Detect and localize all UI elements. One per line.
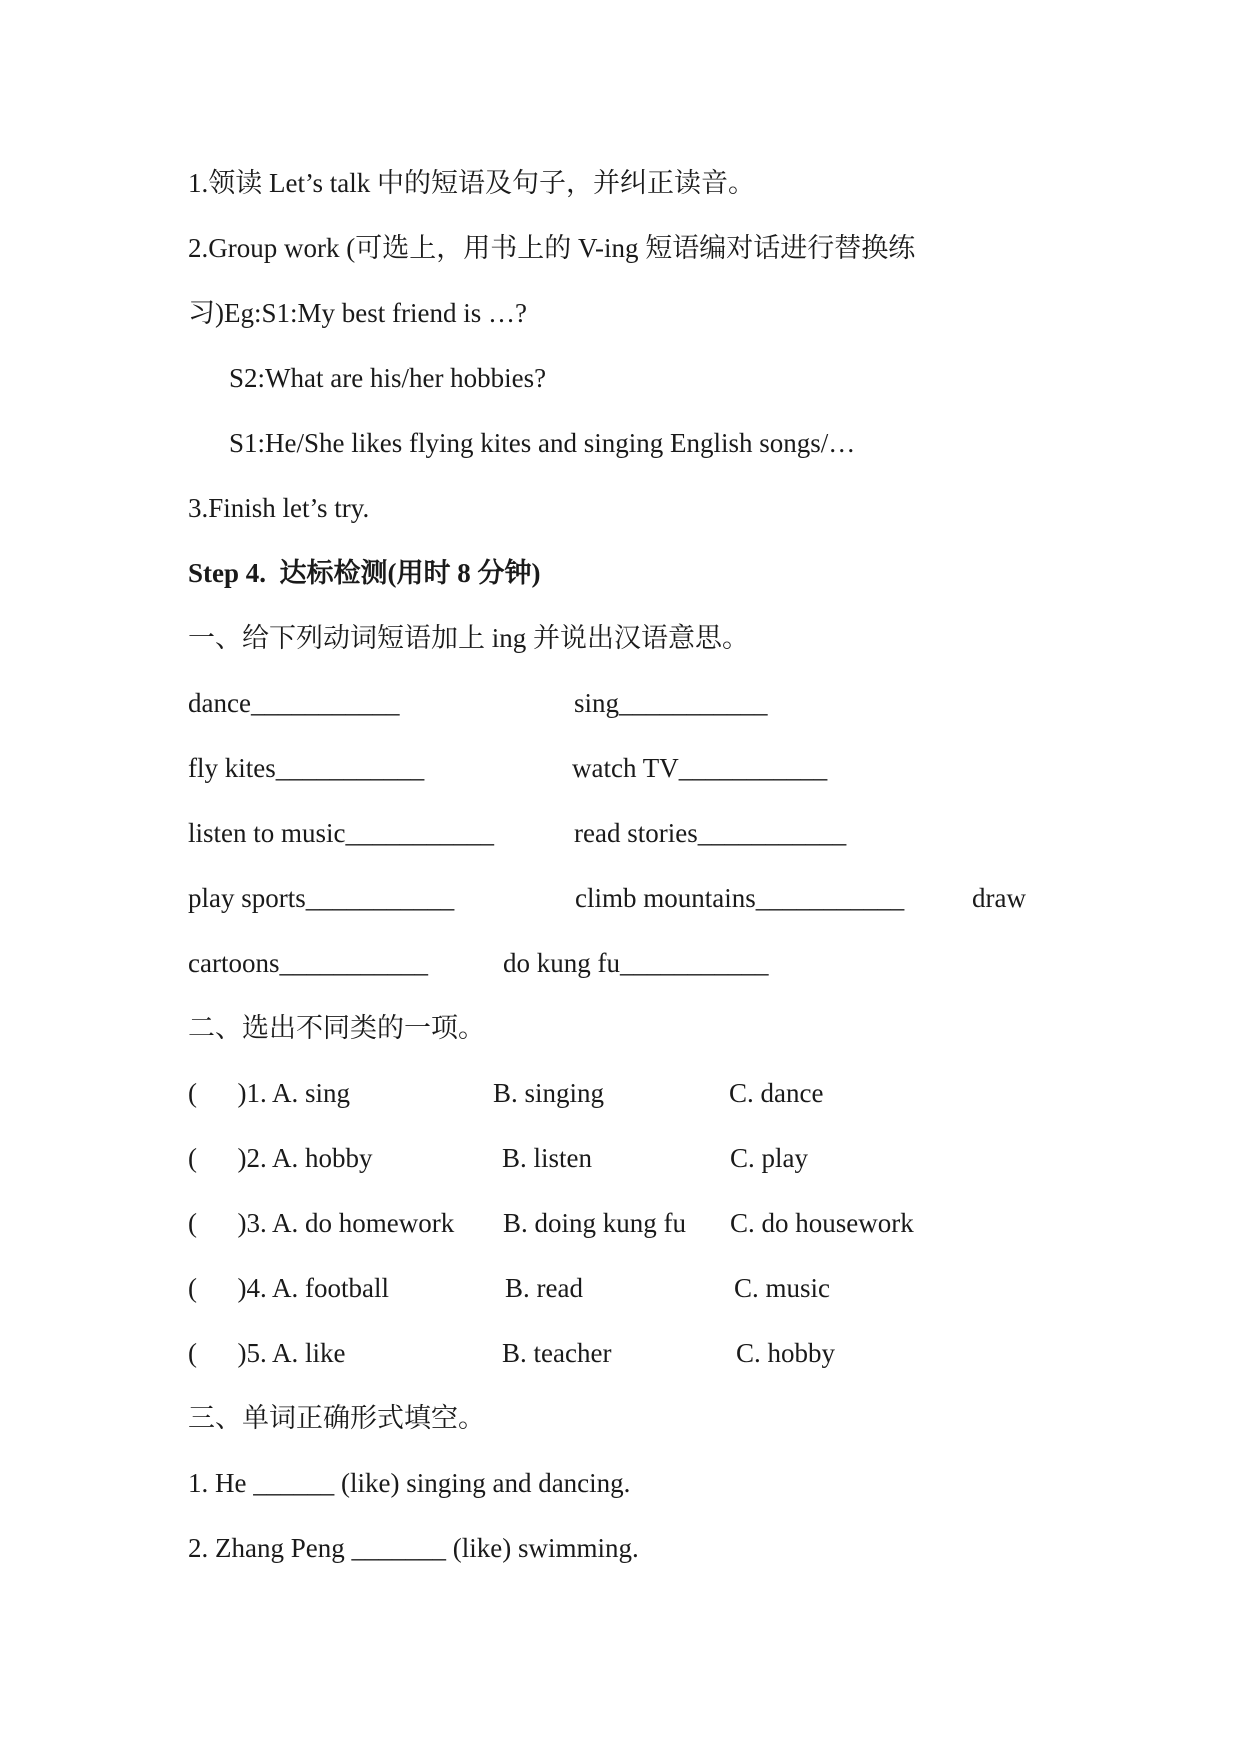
section1-phrase: do kung fu___________ [503, 948, 769, 978]
section1-phrase: dance___________ [188, 688, 400, 718]
choice-question-number: ( )2. A. hobby [188, 1143, 373, 1173]
instruction-item-2-line-2: 习)Eg:S1:My best friend is …? [188, 298, 527, 328]
section1-phrase: draw [972, 883, 1026, 913]
section3-heading: 三、单词正确形式填空。 [188, 1403, 485, 1433]
section1-phrase: fly kites___________ [188, 753, 425, 783]
section1-phrase: watch TV___________ [572, 753, 828, 783]
choice-question-number: ( )1. A. sing [188, 1078, 350, 1108]
section2-heading: 二、选出不同类的一项。 [188, 1013, 485, 1043]
choice-option-b: B. read [505, 1273, 583, 1303]
choice-option-b: B. doing kung fu [503, 1208, 687, 1238]
fill-blank-item: 1. He ______ (like) singing and dancing. [188, 1468, 631, 1498]
section1-phrase: play sports___________ [188, 883, 455, 913]
section1-phrase: climb mountains___________ [575, 883, 905, 913]
section1-phrase: sing___________ [574, 688, 768, 718]
instruction-item-1: 1.领读 Let’s talk 中的短语及句子，并纠正读音。 [188, 168, 755, 198]
choice-option-c: C. music [734, 1273, 831, 1303]
choice-option-c: C. do housework [730, 1208, 914, 1238]
dialog-line-s1: S1:He/She likes flying kites and singing English songs/… [229, 428, 856, 458]
instruction-item-2-line-1: 2.Group work (可选上，用书上的 V-ing 短语编对话进行替换练 [188, 233, 916, 263]
step4-heading: Step 4. 达标检测(用时 8 分钟) [188, 558, 541, 588]
choice-option-c: C. hobby [736, 1338, 836, 1368]
choice-option-b: B. listen [502, 1143, 593, 1173]
choice-option-b: B. teacher [502, 1338, 612, 1368]
choice-option-c: C. play [730, 1143, 808, 1173]
choice-question-number: ( )5. A. like [188, 1338, 346, 1368]
section1-phrase: cartoons___________ [188, 948, 428, 978]
section1-heading: 一、给下列动词短语加上 ing 并说出汉语意思。 [188, 623, 750, 653]
choice-question-number: ( )3. A. do homework [188, 1208, 455, 1238]
section1-phrase: listen to music___________ [188, 818, 494, 848]
fill-blank-item: 2. Zhang Peng _______ (like) swimming. [188, 1533, 639, 1563]
dialog-line-s2: S2:What are his/her hobbies? [229, 363, 547, 393]
choice-question-number: ( )4. A. football [188, 1273, 389, 1303]
section1-phrase: read stories___________ [574, 818, 847, 848]
instruction-item-3: 3.Finish let’s try. [188, 493, 370, 523]
choice-option-c: C. dance [729, 1078, 824, 1108]
choice-option-b: B. singing [493, 1078, 605, 1108]
